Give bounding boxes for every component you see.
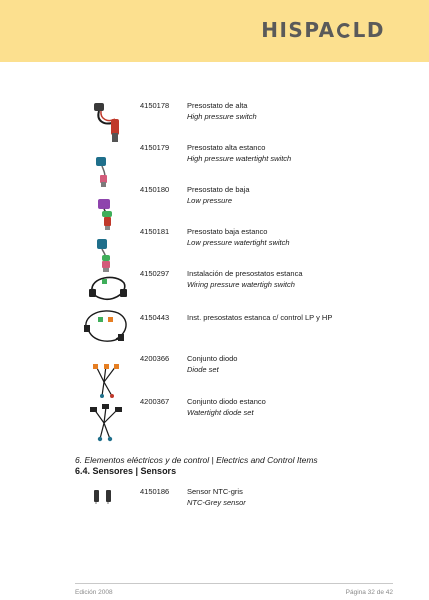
item-name-en: Watertight diode set [187,408,254,417]
logo-text-left: HISPA [261,18,336,42]
logo-c-mark [337,23,352,38]
catalog-item [0,354,429,394]
item-code: 4150178 [140,101,170,110]
footer-divider [75,583,393,584]
catalog-item [0,185,429,225]
catalog-item [0,397,429,437]
pressure-switch-wiring-image [86,271,130,305]
item-name-es: Conjunto diodo [187,354,238,363]
catalog-item [0,101,429,141]
item-name-en: High pressure switch [187,112,257,121]
item-code: 4200366 [140,354,170,363]
item-code: 4150297 [140,269,170,278]
catalog-item [0,227,429,267]
page-header [0,0,429,62]
item-code: 4150181 [140,227,170,236]
item-name-es: Inst. presostatos estanca c/ control LP y HP [187,313,333,322]
item-name-es: Presostato baja estanco [187,227,268,236]
item-name-en: Diode set [187,365,219,374]
item-name-es: Sensor NTC-gris [187,487,243,496]
item-code: 4150180 [140,185,170,194]
item-name-en: Low pressure watertight switch [187,238,290,247]
catalog-item [0,143,429,183]
item-name-en: NTC-Grey sensor [187,498,246,507]
catalog-item [0,313,429,353]
item-name-en: Low pressure [187,196,233,205]
subsection-title: 6.4. Sensores | Sensors [75,466,177,476]
item-name-es: Presostato de alta [187,101,248,110]
item-name-es: Presostato de baja [187,185,250,194]
item-name-en: High pressure watertight switch [187,154,292,163]
footer-page-number: Página 32 de 42 [345,589,393,596]
pressure-switch-control-wiring-image [78,307,134,349]
item-code: 4150179 [140,143,170,152]
pressure-switch-image [90,101,128,149]
ntc-sensor-image [90,487,120,505]
catalog-item [0,487,429,527]
item-name-es: Conjunto diodo estanco [187,397,266,406]
item-name-es: Instalación de presostatos estanca [187,269,303,278]
pressure-switch-watertight-image [90,153,128,189]
item-name-en: Wiring pressure watertigh switch [187,280,295,289]
item-code: 4150443 [140,313,170,322]
section-title: 6. Elementos eléctricos y de control | Electrics and Control Items [75,455,318,465]
catalog-item [0,269,429,309]
footer-edition: Edición 2008 [75,589,113,596]
item-code: 4200367 [140,397,170,406]
diode-set-image [86,362,126,400]
logo-text-right: LD [352,18,385,42]
brand-logo [261,18,385,42]
item-name-es: Presostato alta estanco [187,143,266,152]
watertight-diode-set-image [86,403,126,443]
item-code: 4150186 [140,487,170,496]
